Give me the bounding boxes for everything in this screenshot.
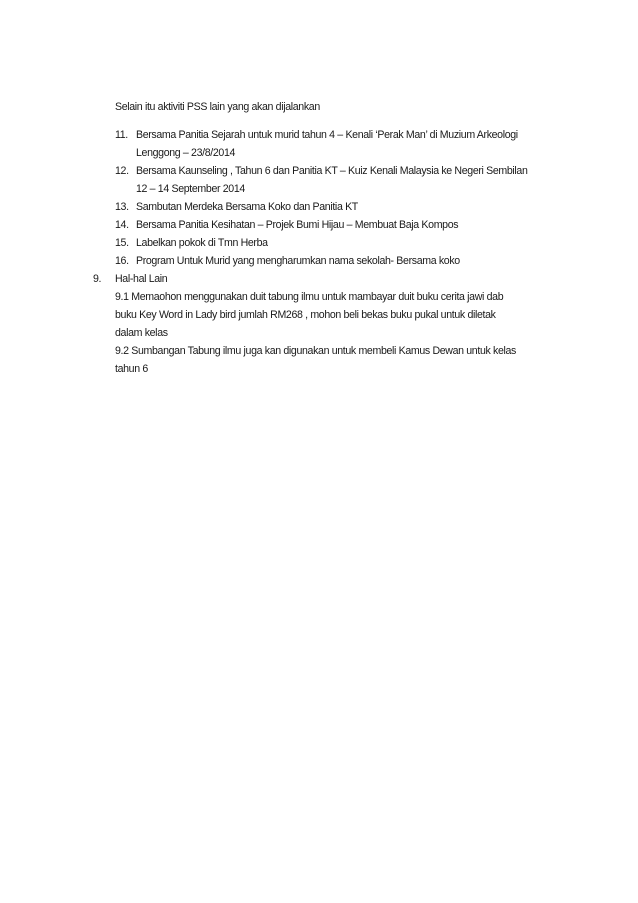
activity-text: Bersama Panitia Kesihatan – Projek Bumi Hijau – Membuat Baja Kompos: [136, 219, 459, 231]
section-item-text: buku Key Word in Lady bird jumlah RM268 , mohon beli bekas buku pukal untuk diletak: [115, 309, 496, 321]
activity-number: 14.: [115, 219, 129, 231]
activity-text: Sambutan Merdeka Bersama Koko dan Panitia KT: [136, 201, 358, 213]
section-item-text: 9.1 Memaohon menggunakan duit tabung ilmu untuk mambayar duit buku cerita jawi dab: [115, 291, 504, 303]
activity-text: Labelkan pokok di Tmn Herba: [136, 237, 268, 249]
activity-text: 12 – 14 September 2014: [136, 183, 245, 195]
section-heading: Hal-hal Lain: [115, 273, 168, 285]
activity-number: 12.: [115, 165, 129, 177]
section-item-text: tahun 6: [115, 363, 148, 375]
activity-text: Bersama Kaunseling , Tahun 6 dan Panitia KT – Kuiz Kenali Malaysia ke Negeri Sembilan: [136, 165, 528, 177]
activity-number: 11.: [115, 129, 128, 141]
activity-number: 16.: [115, 255, 129, 267]
intro-text: Selain itu aktiviti PSS lain yang akan dijalankan: [115, 101, 320, 113]
section-number: 9.: [93, 273, 102, 285]
activity-text: Program Untuk Murid yang mengharumkan nama sekolah- Bersama koko: [136, 255, 460, 267]
section-item-text: dalam kelas: [115, 327, 168, 339]
activity-text: Bersama Panitia Sejarah untuk murid tahun 4 – Kenali ‘Perak Man’ di Muzium Arkeologi: [136, 129, 518, 141]
activity-number: 15.: [115, 237, 129, 249]
activity-text: Lenggong – 23/8/2014: [136, 147, 236, 159]
section-item-text: 9.2 Sumbangan Tabung ilmu juga kan digunakan untuk membeli Kamus Dewan untuk kelas: [115, 345, 517, 357]
activity-number: 13.: [115, 201, 129, 213]
